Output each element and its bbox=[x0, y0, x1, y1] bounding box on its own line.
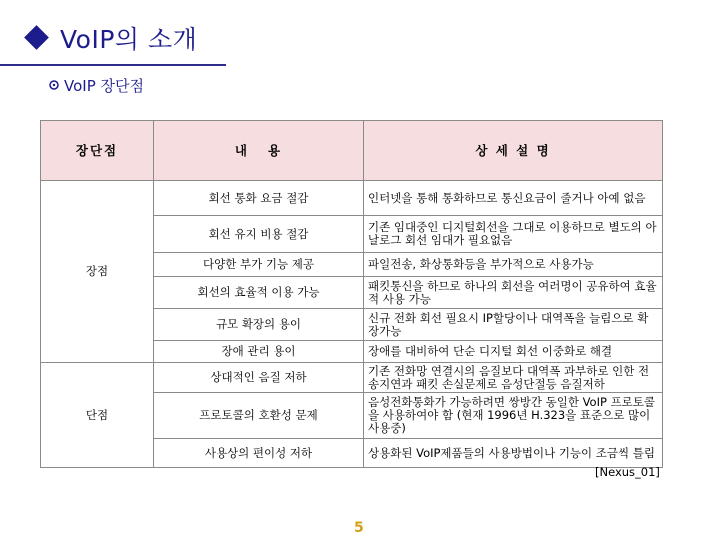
row-item: 회선 통화 요금 절감 bbox=[154, 181, 364, 216]
row-desc: 기존 전화망 연결시의 음질보다 대역폭 과부하로 인한 전송지연과 패킷 손실문제로 음성단절등 음질저하 bbox=[364, 363, 663, 393]
diamond-bullet-icon bbox=[26, 27, 48, 49]
row-desc: 패킷통신을 하므로 하나의 회선을 여러명이 공유하여 효율적 사용 가능 bbox=[364, 277, 663, 309]
row-desc: 장애를 대비하여 단순 디지털 회선 이중화로 해결 bbox=[364, 341, 663, 363]
row-item: 장애 관리 용이 bbox=[154, 341, 364, 363]
row-desc: 상용화된 VoIP제품들의 사용방법이나 기능이 조금씩 틀림 bbox=[364, 439, 663, 468]
row-item: 프로토콜의 호환성 문제 bbox=[154, 393, 364, 439]
section-subtitle: VoIP 장단점 bbox=[64, 76, 144, 95]
table-row bbox=[41, 181, 663, 216]
table-header-row bbox=[41, 121, 663, 181]
row-item: 회선의 효율적 이용 가능 bbox=[154, 277, 364, 309]
row-item: 상대적인 음질 저하 bbox=[154, 363, 364, 393]
row-desc: 인터넷을 통해 통화하므로 통신요금이 줄거나 아예 없음 bbox=[364, 181, 663, 216]
page-number: 5 bbox=[354, 520, 364, 536]
row-desc: 음성전화통화가 가능하려면 쌍방간 동일한 VoIP 프로토콜을 사용하여야 함 (현재 1996년 H.323을 표준으로 많이 사용중) bbox=[364, 393, 663, 439]
group-label-pros: 장점 bbox=[41, 181, 154, 363]
source-footnote: [Nexus_01] bbox=[595, 465, 660, 479]
row-desc: 신규 전화 회선 필요시 IP할당이나 대역폭을 늘림으로 확장가능 bbox=[364, 309, 663, 341]
row-item: 다양한 부가 기능 제공 bbox=[154, 253, 364, 277]
gear-bullet-icon bbox=[48, 79, 60, 91]
row-item: 회선 유지 비용 절감 bbox=[154, 216, 364, 253]
page-title: VoIP의 소개 bbox=[60, 25, 198, 54]
title-underline bbox=[0, 64, 226, 66]
row-desc: 기존 임대중인 디지털회선을 그대로 이용하므로 별도의 아날로그 회선 임대가 필요없음 bbox=[364, 216, 663, 253]
pros-cons-table bbox=[40, 120, 663, 468]
row-item: 사용상의 편이성 저하 bbox=[154, 439, 364, 468]
header-content: 내 용 bbox=[154, 121, 364, 181]
header-detail: 상 세 설 명 bbox=[364, 121, 663, 181]
group-label-cons: 단점 bbox=[41, 363, 154, 468]
subtitle-row bbox=[48, 74, 144, 96]
row-desc: 파일전송, 화상통화등을 부가적으로 사용가능 bbox=[364, 253, 663, 277]
row-item: 규모 확장의 용이 bbox=[154, 309, 364, 341]
header-category: 장단점 bbox=[41, 121, 154, 181]
title-row bbox=[26, 18, 197, 58]
table-row bbox=[41, 363, 663, 393]
